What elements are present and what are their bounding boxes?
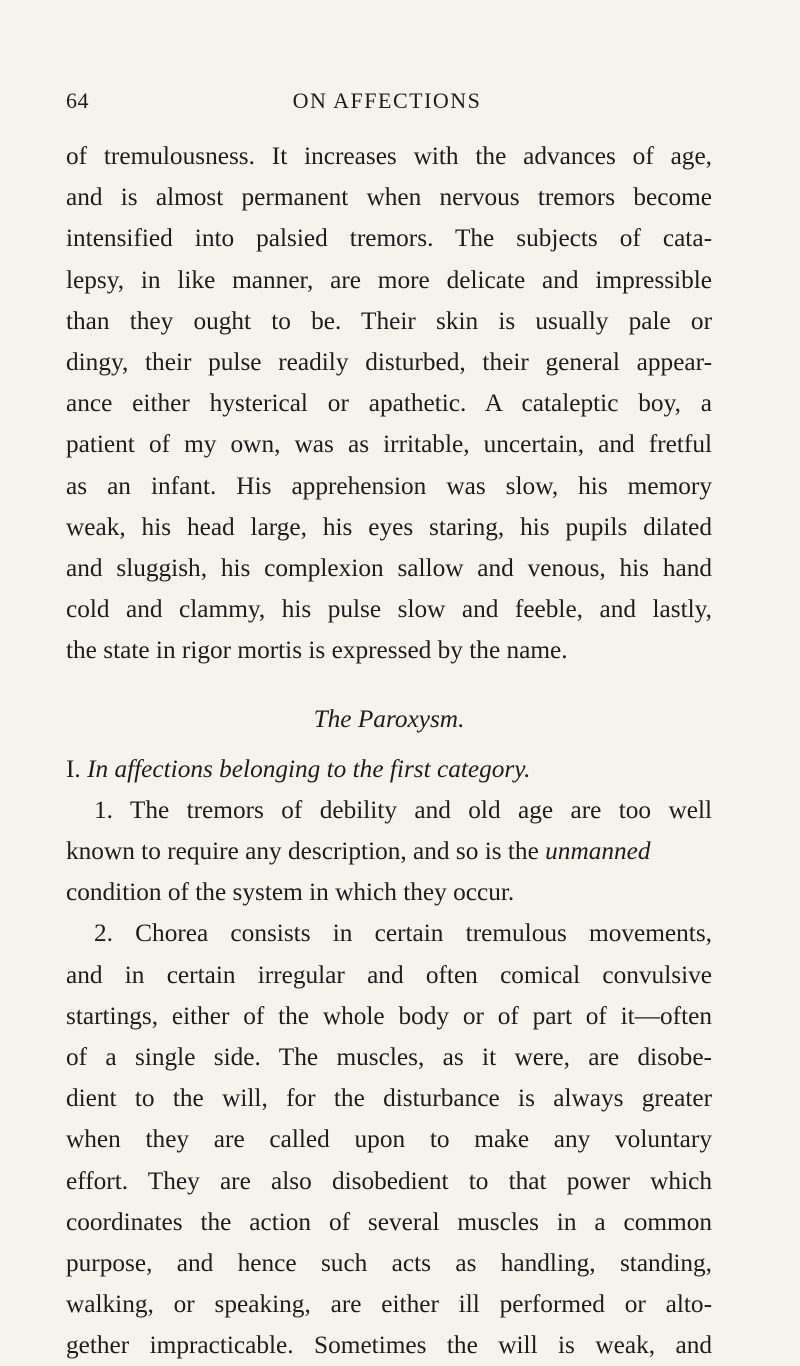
text-line: weak, his head large, his eyes staring, his pupils dilated bbox=[66, 512, 712, 541]
text-line: lepsy, in like manner, are more delicate and impressible bbox=[66, 265, 712, 294]
text-line: 2. Chorea consists in certain tremulous movements, bbox=[94, 919, 712, 948]
text-line: dingy, their pulse readily disturbed, their general appear- bbox=[66, 347, 712, 376]
text-line: and sluggish, his complexion sallow and venous, his hand bbox=[66, 553, 712, 582]
text-line: gether impracticable. Sometimes the will is weak, and bbox=[66, 1331, 712, 1360]
text-line: 1. The tremors of debility and old age are too well bbox=[94, 795, 712, 824]
body-text bbox=[66, 136, 712, 1366]
text-line: as an infant. His apprehension was slow, his memory bbox=[66, 471, 712, 500]
text-line: dient to the will, for the disturbance is always greater bbox=[66, 1084, 712, 1113]
section-spacer bbox=[66, 671, 712, 699]
text-line: intensified into palsied tremors. The subjects of cata- bbox=[66, 224, 712, 253]
text-line: and is almost permanent when nervous tremors become bbox=[66, 183, 712, 212]
page-number: 64 bbox=[66, 88, 89, 113]
text-line: effort. They are also disobedient to that power which bbox=[66, 1166, 712, 1195]
text-line: and in certain irregular and often comical convulsive bbox=[66, 960, 712, 989]
text-line: coordinates the action of several muscles in a common bbox=[66, 1207, 712, 1236]
text-line: when they are called upon to make any voluntary bbox=[66, 1125, 712, 1154]
text-line: patient of my own, was as irritable, uncertain, and fretful bbox=[66, 430, 712, 459]
text-line: walking, or speaking, are either ill performed or alto- bbox=[66, 1290, 712, 1319]
text-line: than they ought to be. Their skin is usually pale or bbox=[66, 306, 712, 335]
running-title: ON AFFECTIONS bbox=[292, 88, 482, 113]
text-line: condition of the system in which they occur. bbox=[66, 878, 515, 907]
text-line: of a single side. The muscles, as it were, are disobe- bbox=[66, 1042, 712, 1071]
section-heading: The Paroxysm. bbox=[313, 705, 465, 734]
text-span: known to require any description, and so is the bbox=[66, 837, 546, 865]
text-line: purpose, and hence such acts as handling, standing, bbox=[66, 1248, 712, 1277]
text-line: the state in rigor mortis is expressed by the name. bbox=[66, 636, 568, 665]
running-head bbox=[66, 88, 708, 120]
text-line: cold and clammy, his pulse slow and feeble, and lastly, bbox=[66, 595, 712, 624]
italic-word: unmanned bbox=[545, 837, 651, 865]
subsection-title: In affections belonging to the first category. bbox=[87, 754, 531, 783]
text-line: startings, either of the whole body or of part of it—often bbox=[66, 1001, 712, 1030]
text-line bbox=[66, 831, 712, 872]
subsection-number: I. bbox=[66, 754, 81, 783]
text-line: ance either hysterical or apathetic. A cataleptic boy, a bbox=[66, 389, 712, 418]
text-line: of tremulousness. It increases with the advances of age, bbox=[66, 142, 712, 170]
subsection-heading bbox=[66, 749, 712, 790]
heading-spacer bbox=[66, 741, 712, 749]
